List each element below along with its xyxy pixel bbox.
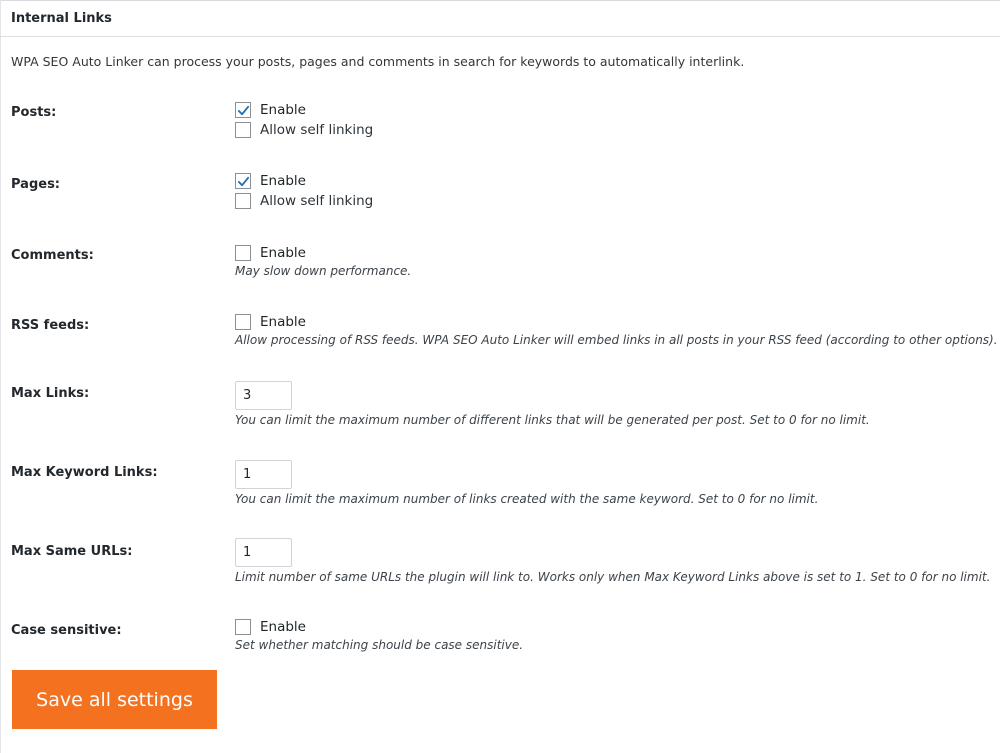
- pages-self-link-option[interactable]: [235, 191, 373, 211]
- case-sensitive-label: Case sensitive:: [11, 623, 122, 638]
- rss-enable-checkbox[interactable]: [235, 314, 251, 330]
- max-keyword-links-hint: You can limit the maximum number of links created with the same keyword. Set to 0 for no limit.: [235, 492, 819, 506]
- rss-enable-option[interactable]: [235, 312, 998, 332]
- pages-label: Pages:: [11, 177, 61, 192]
- comments-enable-option[interactable]: [235, 243, 411, 263]
- checkmark-icon: [237, 104, 250, 117]
- max-same-urls-hint: Limit number of same URLs the plugin will link to. Works only when Max Keyword Links above is set to 1. Set to 0 for no limit.: [235, 570, 991, 584]
- section-title: Internal Links: [11, 11, 112, 26]
- max-links-input[interactable]: 3: [235, 381, 292, 410]
- rss-label: RSS feeds:: [11, 318, 90, 333]
- max-links-hint: You can limit the maximum number of different links that will be generated per post. Set to 0 for no limit.: [235, 413, 870, 427]
- posts-enable-option[interactable]: [235, 100, 373, 120]
- pages-enable-checkbox[interactable]: [235, 173, 251, 189]
- posts-label: Posts:: [11, 105, 57, 120]
- pages-enable-option[interactable]: [235, 171, 373, 191]
- checkmark-icon: [237, 175, 250, 188]
- max-same-urls-controls: [235, 538, 990, 584]
- save-all-settings-button[interactable]: Save all settings: [12, 670, 217, 729]
- comments-controls: [235, 243, 411, 278]
- comments-label: Comments:: [11, 248, 94, 263]
- rss-controls: [235, 312, 998, 347]
- rss-enable-label: Enable: [260, 314, 306, 330]
- section-header: [0, 1, 1000, 37]
- posts-self-link-option[interactable]: [235, 120, 373, 140]
- case-sensitive-enable-label: Enable: [260, 619, 306, 635]
- max-keyword-links-label: Max Keyword Links:: [11, 465, 158, 480]
- case-sensitive-enable-checkbox[interactable]: [235, 619, 251, 635]
- posts-self-link-label: Allow self linking: [260, 122, 374, 138]
- posts-enable-checkbox[interactable]: [235, 102, 251, 118]
- comments-hint: May slow down performance.: [235, 264, 412, 278]
- pages-self-link-checkbox[interactable]: [235, 193, 251, 209]
- case-sensitive-hint: Set whether matching should be case sensitive.: [235, 638, 524, 652]
- case-sensitive-controls: [235, 617, 523, 652]
- comments-enable-checkbox[interactable]: [235, 245, 251, 261]
- max-keyword-links-controls: [235, 460, 818, 506]
- rss-hint: Allow processing of RSS feeds. WPA SEO Auto Linker will embed links in all posts in your RSS feed (according to other options).: [235, 333, 998, 347]
- case-sensitive-enable-option[interactable]: [235, 617, 523, 637]
- max-same-urls-label: Max Same URLs:: [11, 544, 133, 559]
- comments-enable-label: Enable: [260, 245, 306, 261]
- max-same-urls-input[interactable]: 1: [235, 538, 292, 567]
- pages-enable-label: Enable: [260, 173, 306, 189]
- max-links-controls: [235, 381, 870, 427]
- intro-text: WPA SEO Auto Linker can process your posts, pages and comments in search for keywords to automatically interlink.: [11, 54, 745, 69]
- pages-self-link-label: Allow self linking: [260, 193, 374, 209]
- max-keyword-links-input[interactable]: 1: [235, 460, 292, 489]
- pages-controls: [235, 171, 373, 211]
- posts-enable-label: Enable: [260, 102, 306, 118]
- posts-self-link-checkbox[interactable]: [235, 122, 251, 138]
- max-links-label: Max Links:: [11, 386, 90, 401]
- posts-controls: [235, 100, 373, 140]
